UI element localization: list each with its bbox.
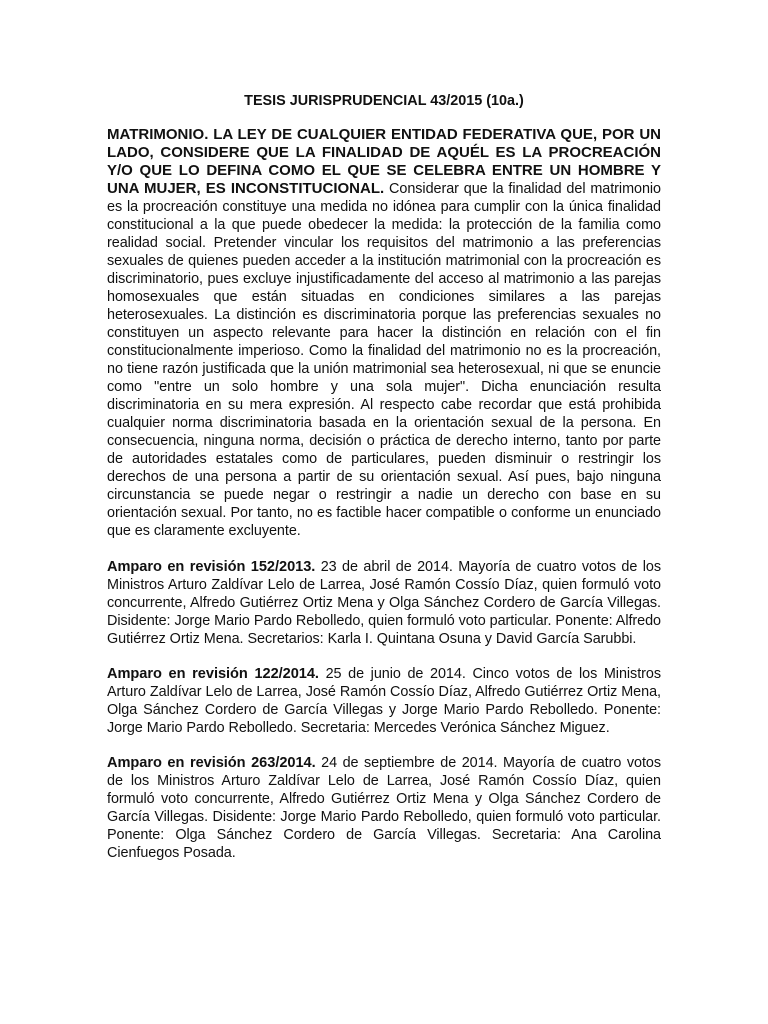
- precedent-lead-3: Amparo en revisión 263/2014.: [107, 755, 316, 771]
- thesis-body: Considerar que la finalidad del matrimonio es la procreación constituye una medida no idónea para cumplir con la única finalidad constitucional a la que puede obedecer la medida: la protección de la familia como realidad social. Pretender vincular los requisitos del matrimonio a las preferencias sexuales de quienes pueden acceder a la institución matrimonial con la procreación es discriminatorio, pues excluye injustificadamente del acceso al matrimonio a las parejas homosexuales que están situadas en condiciones similares a las parejas heterosexuales. La distinción es discriminatoria porque las preferencias sexuales no constituyen un aspecto relevante para hacer la distinción en relación con el fin constitucionalmente imperioso. Como la finalidad del matrimonio no es la procreación, no tiene razón justificada que la unión matrimonial sea heterosexual, ni que se enuncie como "entre un solo hombre y una sola mujer". Dicha enunciación resulta discriminatoria en su mera expresión. Al respecto cabe recordar que está prohibida cualquier norma discriminatoria basada en la orientación sexual de la persona. En consecuencia, ninguna norma, decisión o práctica de derecho interno, tanto por parte de autoridades estatales como de particulares, pueden disminuir o restringir los derechos de una persona a partir de su orientación sexual. Así pues, bajo ninguna circunstancia se puede negar o restringir a nadie un derecho con base en su orientación sexual. Por tanto, no es factible hacer compatible o conforme un enunciado que es claramente excluyente.: [107, 181, 662, 539]
- thesis-heading: MATRIMONIO. LA LEY DE CUALQUIER ENTIDAD FEDERATIVA QUE, POR UN LADO, CONSIDERE QUE LA FINALIDAD DE AQUÉL ES LA PROCREACIÓN Y/O QUE LO DEFINA COMO EL QUE SE CELEBRA ENTRE UN HOMBRE Y UNA MUJER, ES INCONSTITUCIONAL.: [107, 126, 661, 197]
- precedent-paragraph-2: [107, 665, 661, 737]
- document-title: TESIS JURISPRUDENCIAL 43/2015 (10a.): [244, 93, 524, 109]
- thesis-paragraph: [107, 126, 661, 540]
- precedent-paragraph-1: [107, 558, 661, 648]
- precedent-body-1: 23 de abril de 2014. Mayoría de cuatro votos de los Ministros Arturo Zaldívar Lelo de Larrea, José Ramón Cossío Díaz, quien formuló voto concurrente, Alfredo Gutiérrez Ortiz Mena y Olga Sánchez Cordero de García Villegas. Disidente: Jorge Mario Pardo Rebolledo, quien formuló voto particular. Ponente: Alfredo Gutiérrez Ortiz Mena. Secretarios: Karla I. Quintana Osuna y David García Sarubbi.: [107, 559, 662, 647]
- precedent-body-2: 25 de junio de 2014. Cinco votos de los Ministros Arturo Zaldívar Lelo de Larrea, José Ramón Cossío Díaz, Alfredo Gutiérrez Ortiz Mena, Olga Sánchez Cordero de García Villegas y Jorge Mario Pardo Rebolledo. Ponente: Jorge Mario Pardo Rebolledo. Secretaria: Mercedes Verónica Sánchez Miguez.: [107, 666, 661, 736]
- precedent-paragraph-3: [107, 754, 661, 862]
- precedent-body-3: 24 de septiembre de 2014. Mayoría de cuatro votos de los Ministros Arturo Zaldívar Lelo de Larrea, José Ramón Cossío Díaz, quien formuló voto concurrente, Alfredo Gutiérrez Ortiz Mena y Olga Sánchez Cordero de García Villegas. Disidente: Jorge Mario Pardo Rebolledo, quien formuló voto particular. Ponente: Olga Sánchez Cordero de García Villegas. Secretaria: Ana Carolina Cienfuegos Posada.: [107, 755, 662, 861]
- precedent-lead-2: Amparo en revisión 122/2014.: [107, 666, 319, 682]
- document-page: [107, 92, 661, 880]
- precedent-lead-1: Amparo en revisión 152/2013.: [107, 559, 316, 575]
